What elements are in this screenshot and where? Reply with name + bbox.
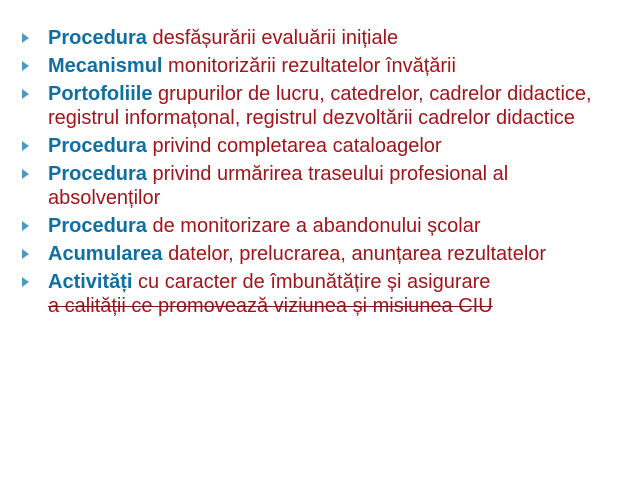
triangle-right-icon (22, 277, 29, 287)
triangle-right-icon (22, 249, 29, 259)
triangle-right-icon (22, 33, 29, 43)
item-text: privind urmărirea traseului profesional al absolvenților (48, 163, 509, 209)
item-text: grupurilor de lucru, catedrelor, cadrelor didactice, registrul informațonal, registrul dezvoltării cadrelor didactice (48, 83, 592, 129)
bullet-list (18, 26, 618, 322)
item-keyword: Activități (48, 271, 133, 293)
list-item (18, 82, 618, 130)
list-item (18, 214, 618, 238)
list-item (18, 54, 618, 78)
triangle-right-icon (22, 221, 29, 231)
item-keyword: Procedura (48, 215, 147, 237)
item-text: cu caracter de îmbunătățire și asigurare (138, 271, 491, 293)
list-item (18, 134, 618, 158)
item-keyword: Mecanismul (48, 55, 163, 77)
item-keyword: Procedura (48, 27, 147, 49)
triangle-right-icon (22, 61, 29, 71)
item-text: datelor, prelucrarea, anunțarea rezultatelor (168, 243, 547, 265)
list-item (18, 270, 618, 318)
triangle-right-icon (22, 141, 29, 151)
item-text: privind completarea cataloagelor (152, 135, 442, 157)
list-item (18, 242, 618, 266)
item-text-continued: a calității ce promovează viziunea și misiunea CIU (48, 295, 493, 317)
list-item (18, 162, 618, 210)
item-text: monitorizării rezultatelor învățării (168, 55, 456, 77)
item-keyword: Procedura (48, 135, 147, 157)
triangle-right-icon (22, 169, 29, 179)
item-keyword: Portofoliile (48, 83, 153, 105)
item-keyword: Procedura (48, 163, 147, 185)
triangle-right-icon (22, 89, 29, 99)
item-text: de monitorizare a abandonului școlar (152, 215, 481, 237)
item-text: desfășurării evaluării inițiale (152, 27, 399, 49)
item-keyword: Acumularea (48, 243, 163, 265)
list-item (18, 26, 618, 50)
